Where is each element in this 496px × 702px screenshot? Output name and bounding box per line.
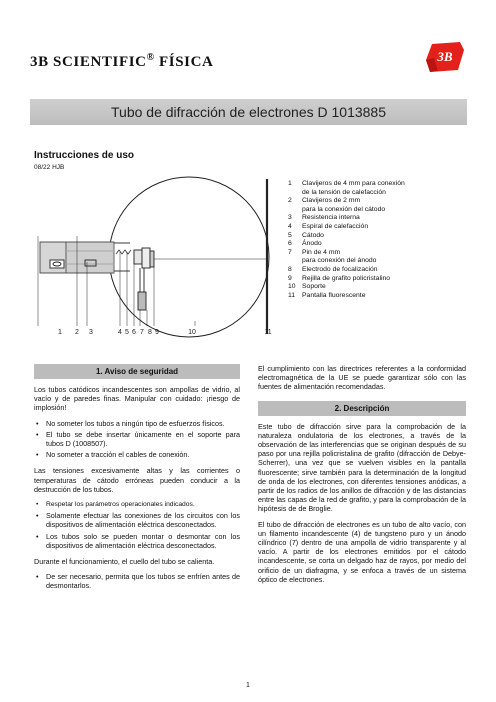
registered-mark: ® — [146, 52, 155, 63]
tube-drawing — [38, 177, 272, 337]
legend-item: 2 Clavijeros de 2 mm para la conexión del cátodo — [288, 197, 386, 213]
tube-diagram — [30, 176, 282, 340]
safety-list-3 — [34, 572, 240, 590]
page-number: 1 — [246, 682, 250, 689]
safety-column — [34, 364, 240, 598]
safety-list-2 — [34, 500, 240, 550]
legend-item: 4 Espiral de calefacción — [288, 222, 369, 230]
diagram-label-10: 10 — [188, 329, 196, 336]
legend-item: 3 Resistencia interna — [288, 214, 360, 222]
safety-voltage-note: Las tensiones excesivamente altas y las corrientes o temperaturas de cátodo erróneas pueden conducir a la destrucción de los tubos. — [34, 466, 240, 494]
list-item: • Los tubos solo se pueden montar o desmontar con los dispositivos de alimentación eléctrica desconectados. — [34, 532, 240, 550]
parts-legend — [288, 180, 468, 300]
list-item: • No someter a tracción el cables de conexión. — [34, 450, 240, 459]
description-heading: 2. Descripción — [258, 401, 466, 416]
diagram-label-8: 8 — [148, 329, 152, 336]
diagram-label-6: 6 — [132, 329, 136, 336]
list-item: • Respetar los parámetros operacionales indicados. — [34, 500, 240, 509]
legend-item: 9 Rejilla de grafito policristalino — [288, 274, 391, 282]
description-paragraph-2: El tubo de difracción de electrones es un tubo de alto vacío, con un filamento incandescente (4) de tungsteno puro y un ánodo cilíndrico (7) dentro de una ampolla de vidrio transparente y al vacío. A partir de los electrones emitidos por el cátodo incandescente, se corta un delgado haz de rayos, por medio del orificio de un diafragma, y se enfoca a través de un sistema óptico de electrones. — [258, 519, 466, 584]
description-paragraph-1: Este tubo de difracción sirve para la comprobación de la naturaleza ondulatoria de los electrones, a través de la observación de las interferencias que se originan después de su paso por una rejilla policristalina de grafito (difracción de Debye-Scherrer), una vez que se vuelven visibles en la pantalla fluorescente; sirve también para la determinación de la longitud de onda de los electrones, con diferentes tensiones anódicas, a partir de los radios de los anillos de difracción y de las distancias entre las capas de la red de grafito, y para la comprobación de la hipótesis de de Broglie. — [258, 421, 466, 514]
legend-item: 5 Cátodo — [288, 231, 324, 239]
safety-heading: 1. Aviso de seguridad — [34, 364, 240, 379]
safety-intro: Los tubos catódicos incandescentes son ampollas de vidrio, al vacío y de paredes finas. Manipular con cuidado: ¡riesgo de implosión! — [34, 385, 240, 413]
diagram-label-9: 9 — [155, 329, 159, 336]
diagram-label-2: 2 — [75, 329, 79, 336]
logo-text: 3B — [437, 49, 453, 64]
date-code: 08/22 HJB — [34, 164, 65, 171]
description-column — [258, 364, 466, 590]
list-item: • El tubo se debe insertar únicamente en el soporte para tubos D (1008507). — [34, 430, 240, 448]
safety-list-1 — [34, 419, 240, 460]
title-bar — [30, 99, 467, 125]
list-item: • De ser necesario, permita que los tubos se enfríen antes de desmontarlos. — [34, 572, 240, 590]
instructions-heading: Instrucciones de uso — [34, 150, 135, 161]
diagram-label-3: 3 — [89, 329, 93, 336]
legend-item: 6 Ánodo — [288, 240, 322, 248]
emc-note: El cumplimiento con las directrices referentes a la conformidad electromagnética de la UE se puede garantizar sólo con las fuentes de alimentación recomendadas. — [258, 364, 466, 392]
legend-item: 1 Clavijeros de 4 mm para conexión de la tensión de calefacción — [288, 180, 405, 196]
legend-item: 11 Pantalla fluorescente — [288, 291, 366, 299]
brand-name: 3B SCIENTIFIC — [30, 54, 147, 70]
brand-suffix: FÍSICA — [159, 54, 214, 70]
diagram-label-7: 7 — [140, 329, 144, 336]
3b-logo-icon — [424, 40, 466, 74]
safety-heat-note: Durante el funcionamiento, el cuello del tubo se calienta. — [34, 557, 215, 567]
list-item: • No someter los tubos a ningún tipo de esfuerzos físicos. — [34, 419, 240, 428]
document-title: Tubo de difracción de electrones D 1013885 — [111, 104, 386, 120]
list-item: • Solamente efectuar las conexiones de los circuitos con los dispositivos de alimentación eléctrica desconectados. — [34, 511, 240, 529]
brand-title — [30, 52, 213, 71]
legend-item: 10 Soporte — [288, 283, 326, 291]
diagram-label-11: 11 — [264, 329, 272, 336]
diagram-label-4: 4 — [118, 329, 122, 336]
diagram-label-5: 5 — [125, 329, 129, 336]
legend-item: 7 Pin de 4 mm para conexión del ánodo — [288, 248, 377, 265]
legend-item: 8 Electrodo de focalización — [288, 265, 378, 273]
diagram-label-1: 1 — [58, 329, 62, 336]
